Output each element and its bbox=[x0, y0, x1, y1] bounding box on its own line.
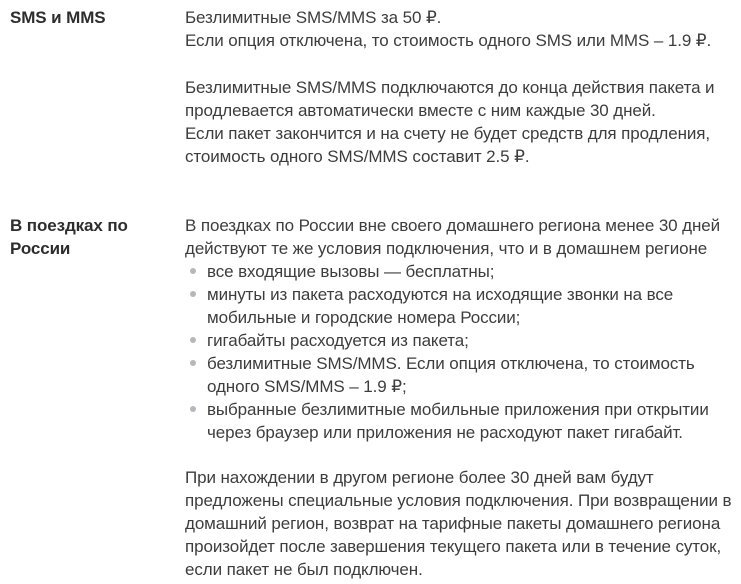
text-line: Если опция отключена, то стоимость одного SMS или MMS – 1.9 ₽. bbox=[185, 31, 712, 50]
paragraph-travel-intro: В поездках по России вне своего домашнего региона менее 30 дней действуют те же условия подключения, что и в домашнем регионе bbox=[185, 216, 721, 258]
section-label-travel-russia: В поездках по России bbox=[10, 216, 128, 258]
paragraph-sms-pricing bbox=[185, 6, 733, 52]
bullet-icon bbox=[190, 291, 196, 297]
section-travel-russia bbox=[10, 214, 733, 581]
section-content-travel-russia bbox=[185, 214, 733, 581]
section-sms-mms bbox=[10, 6, 733, 168]
list-item-text: все входящие вызовы — бесплатны; bbox=[207, 262, 495, 281]
bullet-icon bbox=[190, 360, 196, 366]
section-label-sms-mms: SMS и MMS bbox=[10, 8, 106, 27]
list-item-unlimited-apps bbox=[185, 398, 733, 444]
travel-conditions-list bbox=[185, 260, 733, 444]
bullet-icon bbox=[190, 337, 196, 343]
list-item-text: выбранные безлимитные мобильные приложения при открытии через браузер или приложения не расходуют пакет гигабайт. bbox=[207, 400, 709, 442]
list-item-incoming-calls bbox=[185, 260, 733, 283]
text-line: Безлимитные SMS/MMS за 50 ₽. bbox=[185, 8, 442, 27]
text-line: Если пакет закончится и на счету не будет средств для продления, стоимость одного SMS/MMS составит 2.5 ₽. bbox=[185, 124, 711, 166]
list-item-text: минуты из пакета расходуются на исходящие звонки на все мобильные и городские номера России; bbox=[207, 285, 674, 327]
paragraph-travel-outro: При нахождении в другом регионе более 30 дней вам будут предложены специальные условия подключения. При возвращении в домашний регион, возврат на тарифные пакеты домашнего региона произойдет после завершения текущего пакета или в течение суток, если пакет не был подключен. bbox=[185, 468, 732, 579]
list-item-text: гигабайты расходуется из пакета; bbox=[207, 331, 469, 350]
section-content-sms-mms bbox=[185, 6, 733, 168]
list-item-package-minutes bbox=[185, 283, 733, 329]
list-item-unlimited-sms bbox=[185, 352, 733, 398]
list-item-text: безлимитные SMS/MMS. Если опция отключена, то стоимость одного SMS/MMS – 1.9 ₽; bbox=[207, 354, 695, 396]
text-line: Безлимитные SMS/MMS подключаются до конца действия пакета и продлевается автоматически вместе с ним каждые 30 дней. bbox=[185, 78, 715, 120]
list-item-gigabytes bbox=[185, 329, 733, 352]
bullet-icon bbox=[190, 406, 196, 412]
paragraph-sms-renewal bbox=[185, 76, 733, 168]
bullet-icon bbox=[190, 268, 196, 274]
